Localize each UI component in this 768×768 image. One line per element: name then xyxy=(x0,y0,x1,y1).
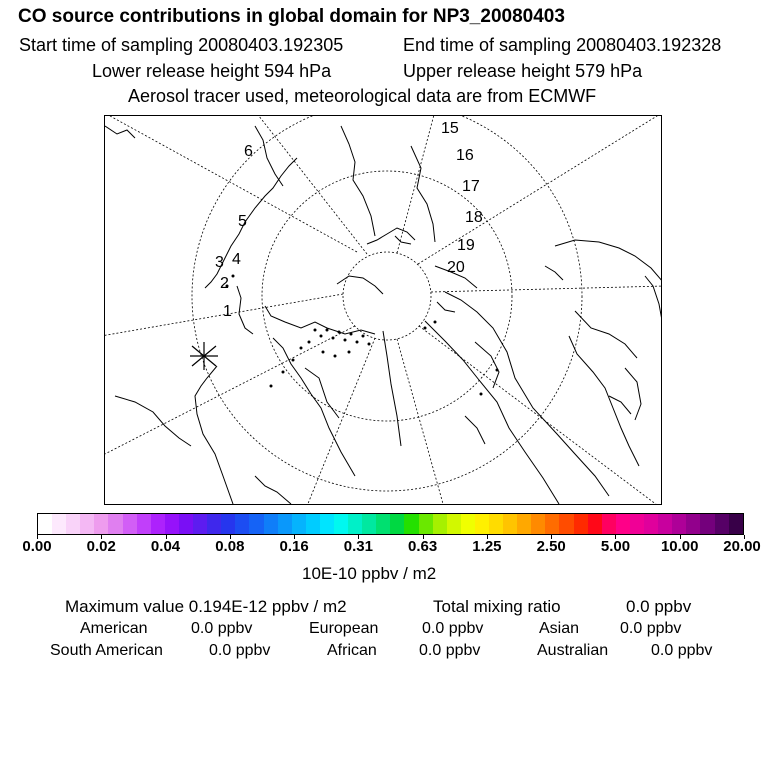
color-scale-cell xyxy=(292,514,306,534)
trajectory-label: 6 xyxy=(244,143,253,160)
latitude-circles xyxy=(192,116,582,491)
archipelago-islands xyxy=(226,275,499,396)
color-scale-cell xyxy=(193,514,207,534)
color-scale-cell xyxy=(715,514,729,534)
trajectory-label: 18 xyxy=(465,209,483,226)
color-scale-cell xyxy=(686,514,700,534)
region-value: 0.0 ppbv xyxy=(209,642,271,659)
trajectory-label: 20 xyxy=(447,259,465,276)
coastlines xyxy=(105,126,662,504)
color-scale-cell xyxy=(235,514,249,534)
color-scale-cell xyxy=(334,514,348,534)
color-scale-cell xyxy=(94,514,108,534)
color-scale-cell xyxy=(249,514,263,534)
color-scale-tick-label: 0.02 xyxy=(86,538,116,555)
color-scale-cell xyxy=(447,514,461,534)
color-scale-cell xyxy=(700,514,714,534)
color-scale-cell xyxy=(137,514,151,534)
color-scale-cell xyxy=(221,514,235,534)
trajectory-label: 4 xyxy=(232,251,241,268)
color-scale-cell xyxy=(362,514,376,534)
region-name: South American xyxy=(50,642,163,659)
color-scale-cell xyxy=(489,514,503,534)
color-scale-cell xyxy=(729,514,743,534)
color-scale-cell xyxy=(207,514,221,534)
color-scale-cell xyxy=(264,514,278,534)
region-value: 0.0 ppbv xyxy=(620,620,682,637)
color-scale-cell xyxy=(80,514,94,534)
color-scale-cell xyxy=(517,514,531,534)
color-scale-units: 10E-10 ppbv / m2 xyxy=(302,564,437,583)
color-scale-cell xyxy=(404,514,418,534)
total-ratio-value: 0.0 ppbv xyxy=(626,597,692,616)
trajectory-label: 17 xyxy=(462,178,480,195)
color-scale-cell xyxy=(658,514,672,534)
color-scale-cell xyxy=(306,514,320,534)
color-scale-tick-label: 0.16 xyxy=(279,538,309,555)
trajectory-labels xyxy=(215,120,483,320)
color-scale-tick-label: 0.00 xyxy=(22,538,52,555)
latitude-circle-inner xyxy=(343,252,431,340)
color-scale-cell xyxy=(376,514,390,534)
region-name: Australian xyxy=(537,642,609,659)
trajectory-label: 2 xyxy=(220,275,229,292)
trajectory-label: 3 xyxy=(215,254,224,271)
color-scale-cell xyxy=(348,514,362,534)
latitude-circle-outer xyxy=(192,116,582,491)
region-value: 0.0 ppbv xyxy=(422,620,484,637)
color-scale-tick-label: 5.00 xyxy=(600,538,631,555)
color-scale-cell xyxy=(630,514,644,534)
color-scale-cell xyxy=(38,514,52,534)
color-scale-cell xyxy=(179,514,193,534)
color-scale-bar xyxy=(37,513,744,535)
color-scale-cell xyxy=(644,514,658,534)
color-scale-cell xyxy=(66,514,80,534)
color-scale-cell xyxy=(390,514,404,534)
region-name: American xyxy=(80,620,148,637)
region-value: 0.0 ppbv xyxy=(419,642,481,659)
color-scale-cell xyxy=(531,514,545,534)
trajectory-label: 5 xyxy=(238,213,247,230)
color-scale-cell xyxy=(433,514,447,534)
region-value: 0.0 ppbv xyxy=(191,620,253,637)
trajectory-label: 15 xyxy=(441,120,459,137)
polar-map xyxy=(104,115,662,505)
color-scale-cell xyxy=(503,514,517,534)
color-scale-cell xyxy=(278,514,292,534)
color-scale-tick-label: 10.00 xyxy=(660,538,699,555)
trajectory-label: 19 xyxy=(457,237,475,254)
color-scale-cell xyxy=(545,514,559,534)
color-scale-cell xyxy=(475,514,489,534)
end-time-label: End time of sampling 20080403.192328 xyxy=(403,35,722,55)
color-scale-cell xyxy=(602,514,616,534)
region-value: 0.0 ppbv xyxy=(651,642,713,659)
meridians xyxy=(105,116,662,505)
region-name: European xyxy=(309,620,379,637)
chart-title: CO source contributions in global domain for NP3_20080403 xyxy=(18,6,565,27)
total-ratio-label: Total mixing ratio xyxy=(433,597,561,616)
color-scale-tick-label: 0.08 xyxy=(215,538,245,555)
color-scale-cell xyxy=(616,514,630,534)
color-scale-cell xyxy=(574,514,588,534)
trajectory-label: 1 xyxy=(223,303,232,320)
start-time-label: Start time of sampling 20080403.192305 xyxy=(19,35,344,55)
color-scale-tick-label: 0.04 xyxy=(150,538,181,555)
max-value-label: Maximum value 0.194E-12 ppbv / m2 xyxy=(65,597,347,616)
color-scale-cell xyxy=(123,514,137,534)
region-name: Asian xyxy=(539,620,580,637)
color-scale-cell xyxy=(320,514,334,534)
color-scale-tick-label: 2.50 xyxy=(536,538,566,555)
receptor-marker xyxy=(190,342,218,370)
upper-height-label: Upper release height 579 hPa xyxy=(403,61,643,81)
trajectory-label: 16 xyxy=(456,147,474,164)
color-scale-cell xyxy=(461,514,475,534)
color-scale-cell xyxy=(559,514,573,534)
color-scale-cell xyxy=(165,514,179,534)
color-scale-cell xyxy=(588,514,602,534)
color-scale-tick-label: 20.00 xyxy=(723,538,761,555)
lower-height-label: Lower release height 594 hPa xyxy=(92,61,332,81)
color-scale-cell xyxy=(52,514,66,534)
color-scale-tick-label: 0.63 xyxy=(408,538,438,555)
region-name: African xyxy=(327,642,377,659)
color-scale-cell xyxy=(108,514,122,534)
color-scale-cell xyxy=(672,514,686,534)
color-scale-cell xyxy=(419,514,433,534)
tracer-note: Aerosol tracer used, meteorological data are from ECMWF xyxy=(128,86,597,106)
color-scale-tick-label: 0.31 xyxy=(343,538,373,555)
color-scale-tick-label: 1.25 xyxy=(472,538,502,555)
map-canvas xyxy=(105,116,662,505)
color-scale-cell xyxy=(151,514,165,534)
